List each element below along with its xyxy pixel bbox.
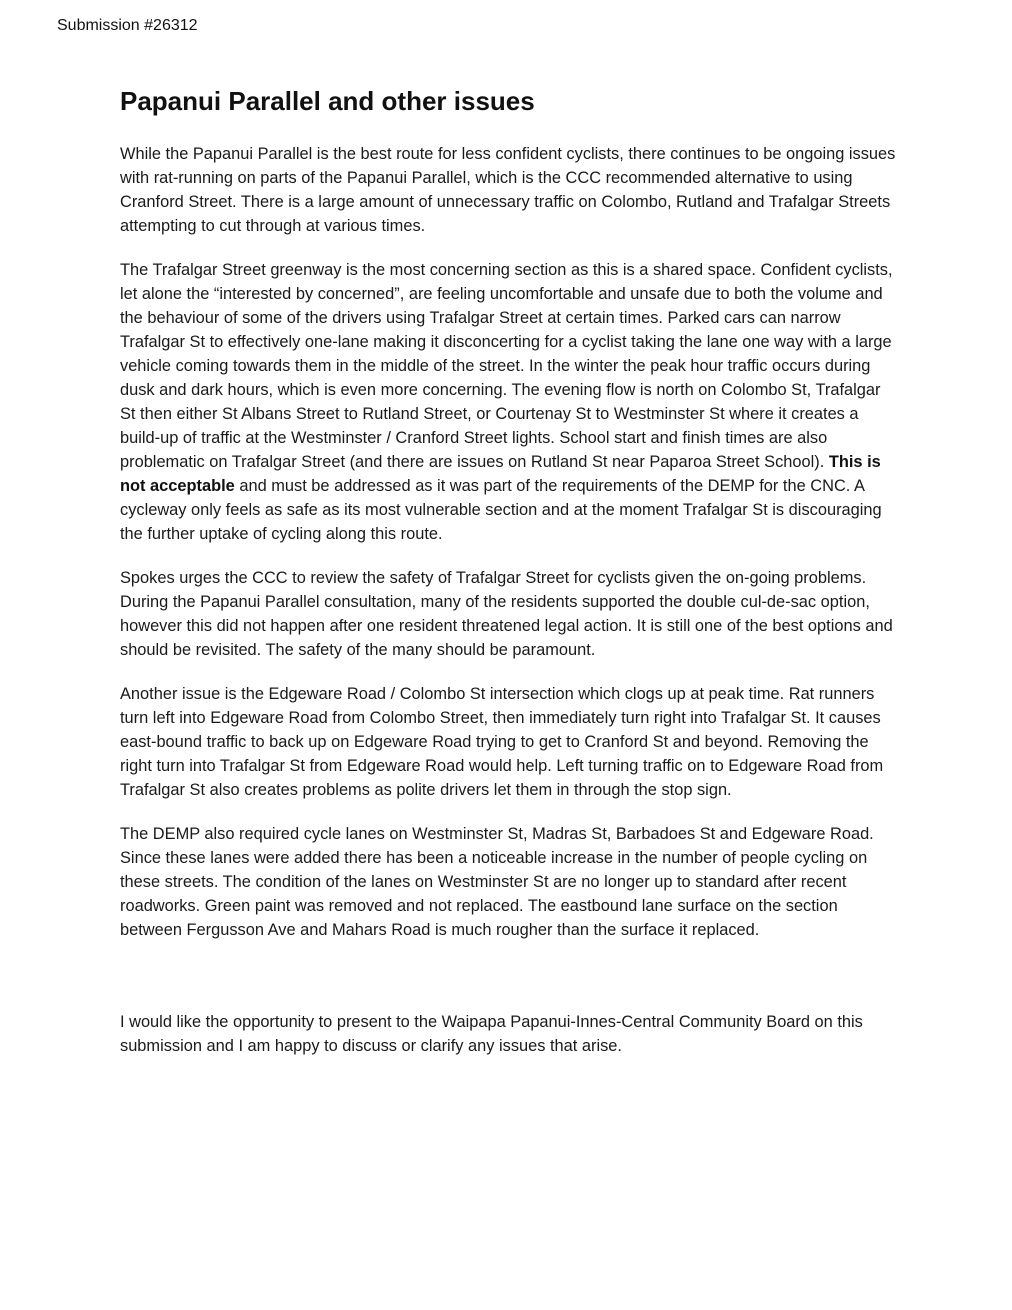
paragraph-rat-running: While the Papanui Parallel is the best route for less confident cyclists, there continues to be ongoing issues with rat-running on parts of the Papanui Parallel, which is the CCC recommended alternative to using Cranford Street. There is a large amount of unnecessary traffic on Colombo, Rutland and Trafalgar Streets attempting to cut through at various times. bbox=[120, 145, 896, 235]
paragraph-closing-request: I would like the opportunity to present to the Waipapa Papanui-Innes-Central Community Board on this submission and I am happy to discuss or clarify any issues that arise. bbox=[120, 1013, 863, 1055]
emphasis-not-acceptable: This is not acceptable bbox=[120, 453, 881, 495]
paragraph-demp-cycle-lanes: The DEMP also required cycle lanes on Westminster St, Madras St, Barbadoes St and Edgeware Road. Since these lanes were added there has been a noticeable increase in the number of people cycling on these streets. The condition of the lanes on Westminster St are no longer up to standard after recent roadworks. Green paint was removed and not replaced. The eastbound lane surface on the section between Fergusson Ave and Mahars Road is much rougher than the surface it replaced. bbox=[120, 825, 874, 939]
submission-id: Submission #26312 bbox=[57, 17, 198, 34]
paragraph-edgeware-intersection: Another issue is the Edgeware Road / Colombo St intersection which clogs up at peak time. Rat runners turn left into Edgeware Road from Colombo Street, then immediately turn right into Trafalgar St. It causes east-bound traffic to back up on Edgeware Road trying to get to Cranford St and beyond. Removing the right turn into Trafalgar St from Edgeware Road would help. Left turning traffic on to Edgeware Road from Trafalgar St also creates problems as polite drivers let them in through the stop sign. bbox=[120, 685, 884, 799]
paragraph-trafalgar-text-before: The Trafalgar Street greenway is the most concerning section as this is a shared space. Confident cyclists, let alone the “interested by concerned”, are feeling uncomfortable and unsafe due to both the volume and the behaviour of some of the drivers using Trafalgar Street at certain times. Parked cars can narrow Trafalgar St to effectively one-lane making it disconcerting for a cyclist taking the lane one way with a large vehicle coming towards them in the middle of the street. In the winter the peak hour traffic occurs during dusk and dark hours, which is even more concerning. The evening flow is north on Colombo St, Trafalgar St then either St Albans Street to Rutland Street, or Courtenay St to Westminster St where it creates a build-up of traffic at the Westminster / Cranford Street lights. School start and finish times are also problematic on Trafalgar Street (and there are issues on Rutland St near Paparoa Street School). bbox=[120, 261, 893, 471]
paragraph-trafalgar-text-after: and must be addressed as it was part of the requirements of the DEMP for the CNC. A cycleway only feels as safe as its most vulnerable section and at the moment Trafalgar St is discouraging the further uptake of cycling along this route. bbox=[120, 477, 882, 543]
paragraph-safety-review: Spokes urges the CCC to review the safety of Trafalgar Street for cyclists given the on-going problems. During the Papanui Parallel consultation, many of the residents supported the double cul-de-sac option, however this did not happen after one resident threatened legal action. It is still one of the best options and should be revisited. The safety of the many should be paramount. bbox=[120, 569, 893, 659]
document-body bbox=[120, 84, 898, 1078]
document-title: Papanui Parallel and other issues bbox=[120, 86, 535, 116]
paragraph-trafalgar-greenway bbox=[120, 258, 898, 546]
